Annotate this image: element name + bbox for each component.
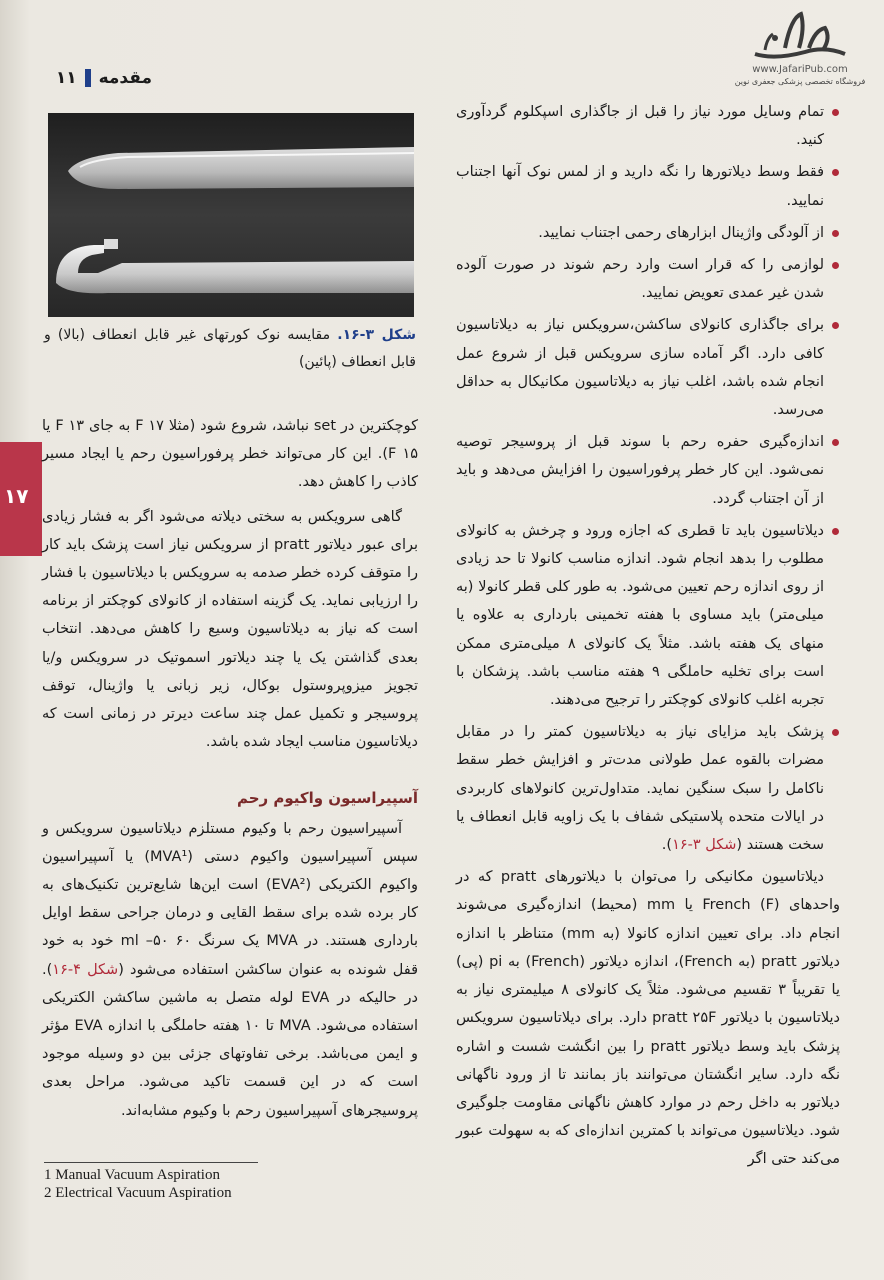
list-item: لوازمی را که قرار است وارد رحم شوند در صورت آلوده شدن غیر عمدی تعویض نمایید. — [456, 251, 840, 307]
footnotes — [44, 1166, 344, 1202]
list-item: اندازه‌گیری حفره رحم با سوند قبل از پروسیجر توصیه نمی‌شود. این کار خطر پرفوراسیون را افزایش می‌دهد و باید از آن اجتناب گردد. — [456, 428, 840, 513]
paragraph — [42, 815, 418, 1125]
list-item: فقط وسط دیلاتورها را نگه دارید و از لمس نوک آنها اجتناب نمایید. — [456, 158, 840, 214]
paragraph: کوچکترین در set نباشد، شروع شود (مثلا ۱۷ F به جای ۱۳ F یا ۱۵ F). این کار می‌تواند خطر پرفوراسیون رحم یا ایجاد مسیر کاذب را کاهش دهد. — [42, 418, 419, 491]
paragraph-text: آسپیراسیون رحم با وکیوم مستلزم دیلاتاسیون سرویکس و سپس آسپیراسیون واکیوم دستی (MVA¹) یا آسپیراسیون واکیوم الکتریکی (EVA²) است این‌ها شایع‌ترین تکنیک‌های به کار برده شده برای سقط القایی و درمان جراحی سقط اوایل بارداری هستند. در MVA یک سرنگ ۶۰ ml –۵۰ خود به خود قفل شونده به عنوان ساکشن استفاده می‌شود ( — [42, 820, 419, 978]
bullet-list — [456, 98, 840, 859]
page-number: ۱۱ — [55, 68, 77, 88]
paragraph: دیلاتاسیون مکانیکی را می‌توان با دیلاتورهای pratt که در واحدهای French (F) یا mm (محیط) اندازه‌گیری می‌شوند انجام داد. برای تعیین اندازه کانولا (به mm) متناظر با اندازه دیلاتور pratt (به French)، اندازه دیلاتور (French) به pi (پی) یا تقریباً ۳ تقسیم می‌شود. مثلاً یک کانولای ۸ میلیمتری نیاز به دیلاتاسیون با دیلاتور pratt ۲۵F دارد. برای دیلاتاسیون سرویکس پزشک باید وسط دیلاتور pratt را بین انگشت شست و اشاره نگه دارد. سایر انگشتان می‌توانند باز بمانند تا از ورود ناگهانی دیلاتور به داخل رحم در موارد کاهش ناگهانی مقاومت جلوگیری شود. دیلاتاسیون می‌تواند با کمترین اندازه‌ای که به سهولت عبور می‌کند حتی اگر — [456, 869, 841, 1168]
side-tab — [0, 442, 42, 556]
side-tab-label: ۱۷ — [4, 484, 29, 508]
right-column — [456, 98, 840, 1180]
publisher-subtitle: فروشگاه تخصصی پزشکی جعفری نوین — [734, 77, 866, 86]
footnote: 2 Electrical Vacuum Aspiration — [44, 1185, 232, 1201]
publisher-url: www.JafariPub.com — [752, 64, 848, 75]
figure-reference: شکل ۳-۱۶ — [672, 837, 737, 854]
paragraph-text: ). در حالیکه در EVA لوله متصل به ماشین ساکشن الکتریکی استفاده می‌شود. MVA تا ۱۰ هفته حاملگی با اندازه EVA مؤثر و ایمن می‌باشد. برخی تفاوتهای جزئی بین دو وسیله موجود است که در این قسمت تاکید می‌شود. مراحل بعدی پروسیجرهای آسپیراسیون رحم با وکیوم مشابه‌اند. — [42, 961, 419, 1119]
chapter-title: مقدمه — [98, 68, 152, 88]
figure-reference: شکل ۴-۱۶ — [52, 961, 119, 978]
paragraph: گاهی سرویکس به سختی دیلاته می‌شود اگر به فشار زیادی برای عبور دیلاتور pratt از سرویکس نیاز است پزشک باید کار را متوقف کرده خطر صدمه به سرویکس با دیلاتاسیون با فشار را ارزیابی نماید. یک گزینه استفاده از کانولای کوچکتر از برنامه است که نیاز به دیلاتاسیون وسیع را کاهش می‌دهد. انتخاب بعدی گذاشتن یک یا چند دیلاتور اسموتیک در سرویکس و/یا تجویز میزوپروستول بوکال، زیر زبانی یا واژینال، توقف پروسیجر و تکمیل عمل چند ساعت دیرتر در زمانی است که دیلاتاسیون مناسب ایجاد شده باشد. — [42, 508, 419, 751]
footnote: 1 Manual Vacuum Aspiration — [44, 1167, 220, 1183]
list-item-text: ). — [661, 837, 673, 854]
footnote-divider — [44, 1162, 258, 1163]
running-header — [42, 66, 152, 90]
list-item: برای جاگذاری کانولای ساکشن،سرویکس نیاز به دیلاتاسیون کافی دارد. اگر آماده سازی سرویکس قبل از شروع عمل انجام شده باشد، اغلب نیاز به دیلاتاسیون مکانیکال به حداقل می‌رسد. — [456, 311, 840, 424]
jafari-logo-icon — [745, 8, 855, 66]
figure-image — [48, 113, 414, 317]
list-item: تمام وسایل مورد نیاز را قبل از جاگذاری اسپکلوم گردآوری کنید. — [456, 98, 840, 154]
list-item-text: پزشک باید مزایای نیاز به دیلاتاسیون کمتر را در مقابل مضرات بالقوه عمل طولانی مدت‌تر و افزایش خطر سقط ناکامل را سبک سنگین نماید. متداول‌ترین کانولاهای کاربردی در ایالات متحده پلاستیکی شفاف با یک زاویه قابل انعطاف یا سخت هستند ( — [456, 724, 824, 854]
list-item: دیلاتاسیون باید تا قطری که اجازه ورود و چرخش به کانولای مطلوب را بدهد انجام شود. اندازه مناسب کانولا تا حد زیادی از روی اندازه رحم تعیین می‌شود. به طور کلی قطر کانولا (به میلی‌متر) باید مساوی با هفته تخمینی بارداری به علاوه یا منهای یک هفته باشد. مثلاً یک کانولای ۸ میلی‌متری ممکن است برای تخلیه حاملگی ۹ هفته مناسب باشد. پزشکان با تجربه اغلب کانولای کوچکتر را ترجیح می‌دهند. — [456, 517, 840, 714]
figure-caption — [44, 322, 416, 376]
header-divider — [85, 69, 91, 87]
figure-label: شکل ۳-۱۶. — [337, 327, 416, 343]
left-column — [42, 412, 418, 1131]
publisher-logo — [720, 8, 880, 108]
list-item: از آلودگی واژینال ابزارهای رحمی اجتناب نمایید. — [456, 219, 840, 247]
list-item — [456, 718, 840, 859]
figure-caption-text: مقایسه نوک کورتهای غیر قابل انعطاف (بالا) و قابل انعطاف (پائین) — [44, 327, 416, 370]
section-heading: آسپیراسیون واکیوم رحم — [236, 789, 418, 808]
